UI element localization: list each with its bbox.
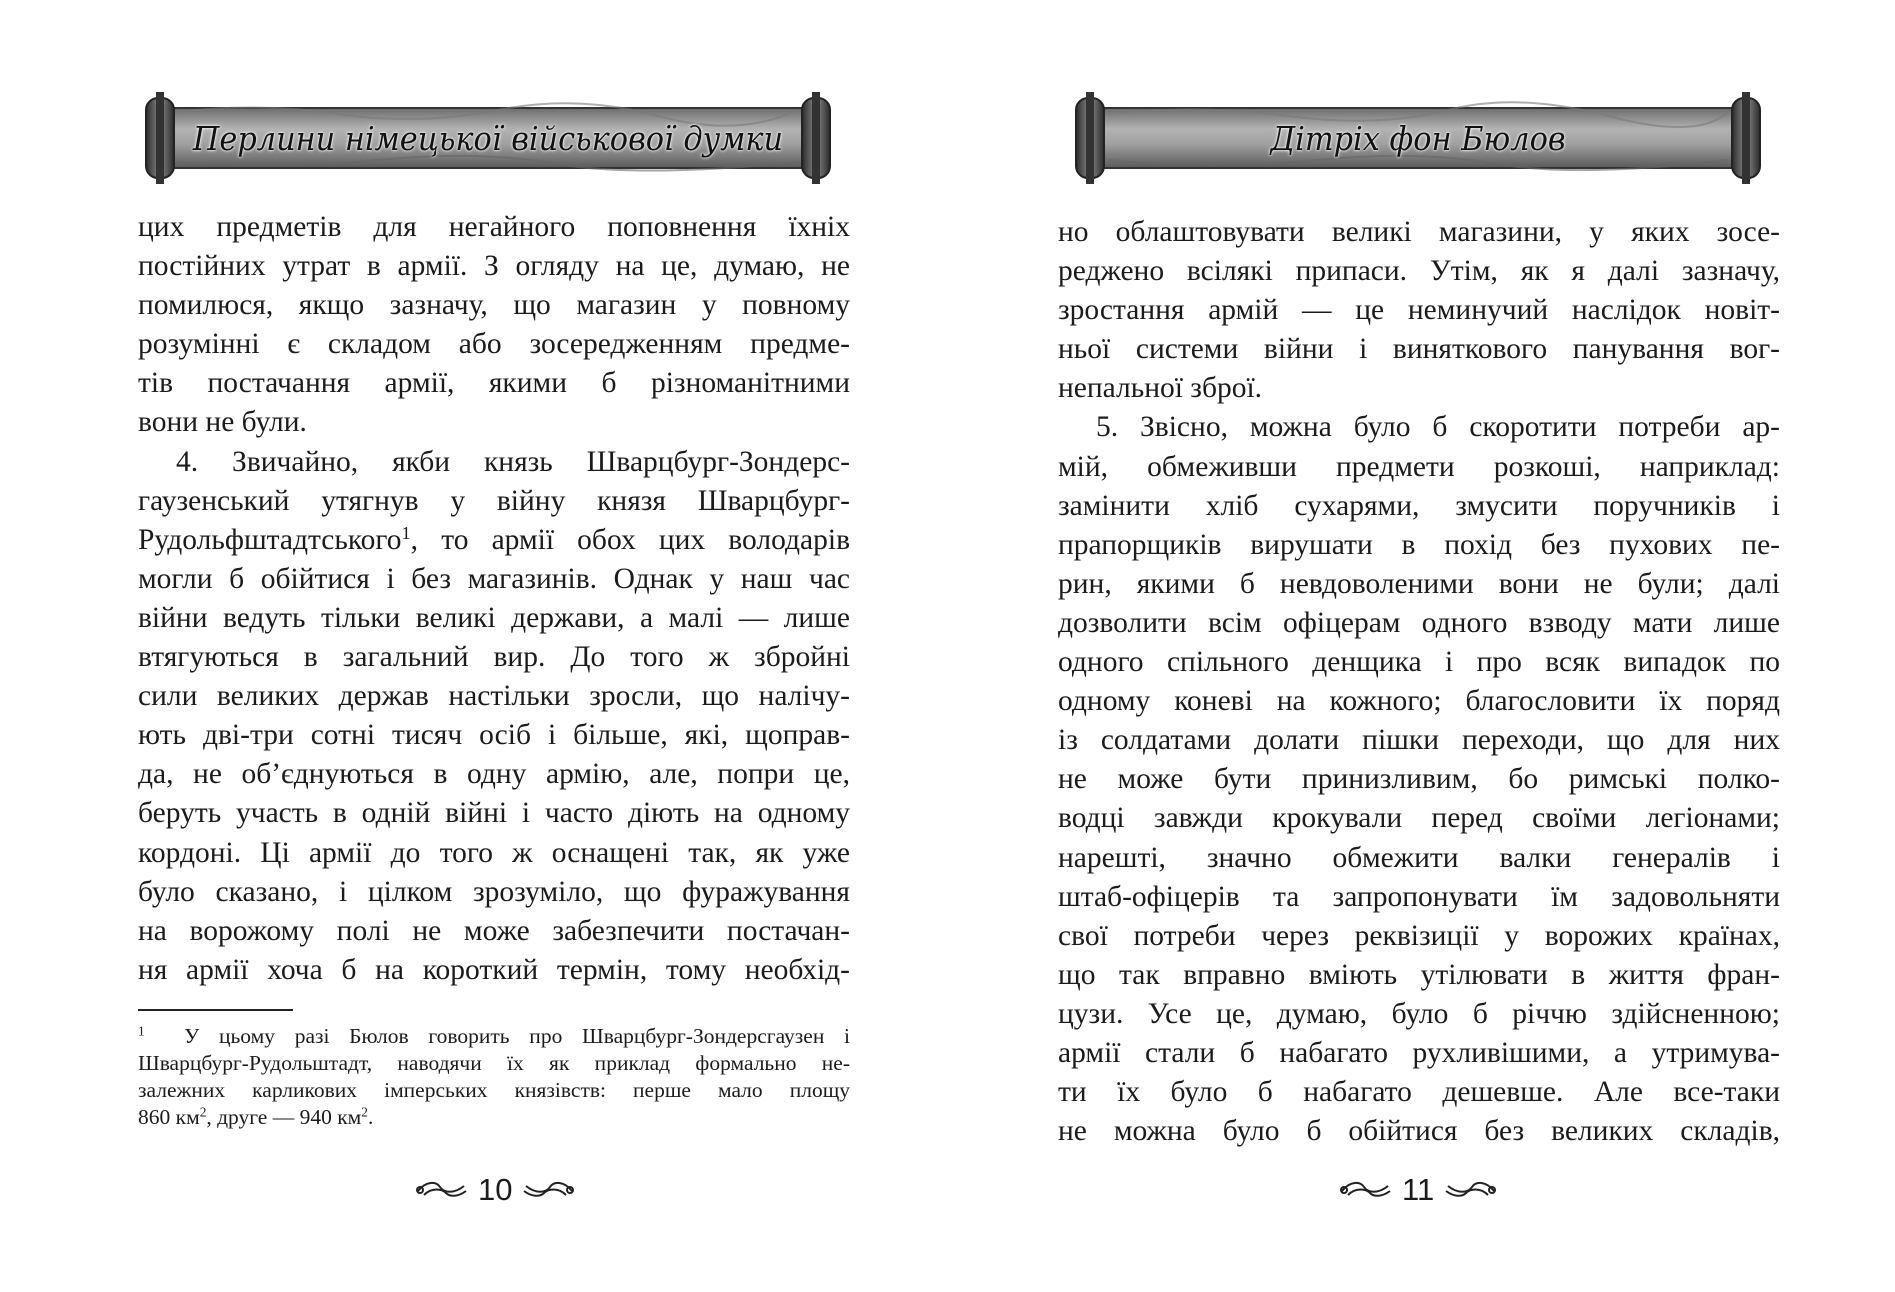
footnote-line: залежних карликових імперських князівств: перше мало площу xyxy=(138,1078,850,1102)
footnote-divider xyxy=(138,1009,293,1011)
page-number xyxy=(1338,1168,1498,1212)
superscript: 2 xyxy=(199,1104,207,1120)
text-line-with-footnote xyxy=(138,521,850,560)
text-line: війни ведуть тільки великі держави, а малі — лише xyxy=(138,601,850,634)
text-line: дозволити всім офіцерам одного взводу мати лише xyxy=(1058,606,1780,639)
text-line: штаб-офіцерів та запропонувати їм задовольняти xyxy=(1058,880,1780,913)
text-line: ти їх було б набагато дешевше. Але все-таки xyxy=(1058,1076,1780,1109)
left-header-banner xyxy=(138,92,838,184)
text-line: водці завжди крокували перед своїми легіонами; xyxy=(1058,802,1780,835)
text-line: рин, якими б невдоволеними вони не були; далі xyxy=(1058,567,1780,600)
footnote-text: . xyxy=(367,1105,374,1129)
text-line: на ворожому полі не може забезпечити постачан- xyxy=(138,914,850,947)
flourish-right-icon xyxy=(522,1178,576,1202)
footnote-reference: 1 xyxy=(401,522,411,543)
line-fragment: , то армії обох цих володарів xyxy=(410,523,850,556)
footnote-line xyxy=(138,1104,850,1131)
text-line: цих предметів для негайного поповнення їхніх xyxy=(138,211,850,243)
text-line: ють дві-три сотні тисяч осіб і більше, які, щоправ- xyxy=(138,719,850,752)
page-number xyxy=(414,1168,576,1212)
text-line: зростання армій — це неминучий наслідок новіт- xyxy=(1058,294,1780,327)
text-line: із солдатами долати пішки переходи, що для них xyxy=(1058,724,1780,757)
footnote-line: Шварцбург-Рудольштадт, наводячи їх як приклад формально не- xyxy=(138,1051,850,1075)
text-line: армії стали б набагато рухливішими, а утримува- xyxy=(1058,1036,1780,1069)
footnote xyxy=(138,1023,850,1131)
superscript: 2 xyxy=(361,1104,368,1120)
text-line: втягуються в загальний вир. До того ж збройні xyxy=(138,641,850,674)
flourish-right-icon xyxy=(1444,1178,1498,1202)
text-line: помилюся, якщо зазначу, що магазин у повному xyxy=(138,289,850,322)
text-line: свої потреби через реквізиції у ворожих країнах, xyxy=(1058,919,1780,952)
text-line: замінити хліб сухарями, змусити поручників і xyxy=(1058,489,1780,522)
left-body-text xyxy=(138,208,850,990)
text-line: одного спільного денщика і про всяк випадок по xyxy=(1058,646,1780,679)
right-header-banner xyxy=(1068,92,1768,184)
flourish-left-icon xyxy=(414,1178,468,1202)
line-fragment: Рудольфштадтського xyxy=(138,523,402,556)
text-line: кордоні. Ці армії до того ж оснащені так, як уже xyxy=(138,836,850,869)
text-line: було сказано, і цілком зрозуміло, що фуражування xyxy=(138,875,850,908)
footnote-text: 860 км xyxy=(138,1105,200,1129)
flourish-left-icon xyxy=(1338,1178,1392,1202)
text-line: сили великих держав настільки зросли, що налічу- xyxy=(138,680,850,713)
text-line: могли б обійтися і без магазинів. Однак у наш час xyxy=(138,562,850,595)
text-line: реджено всілякі припаси. Утім, як я далі зазначу, xyxy=(1058,255,1780,288)
text-line: прапорщиків вирушати в похід без пухових пе- xyxy=(1058,528,1780,561)
text-line: да, не об’єднуються в одну армію, але, попри це, xyxy=(138,758,850,791)
footnote-line xyxy=(138,1023,850,1050)
page-number-value: 10 xyxy=(478,1172,513,1207)
right-page xyxy=(948,0,1895,1292)
text-line: ньої системи війни і виняткового панування вог- xyxy=(1058,333,1780,366)
page-number-value: 11 xyxy=(1402,1172,1435,1207)
text-line: мій, обмеживши предмети розкоші, наприклад: xyxy=(1058,450,1780,483)
text-line: цузи. Усе це, думаю, було б річчю здійсненною; xyxy=(1058,997,1780,1030)
footnote-text: У цьому разі Бюлов говорить про Шварцбург-Зондерсгаузен і xyxy=(184,1024,850,1048)
text-line: розумінні є складом або зосередженням предме- xyxy=(138,328,850,361)
text-line: тів постачання армії, якими б різноманітними xyxy=(138,367,850,400)
running-header-title: Дітріх фон Бюлов xyxy=(1270,118,1566,158)
text-line: вони не були. xyxy=(138,406,307,439)
right-body-text xyxy=(1058,213,1780,1151)
text-line: постійних утрат в армії. З огляду на це, думаю, не xyxy=(138,250,850,283)
text-line: що так вправно вміють утілювати в життя фран- xyxy=(1058,958,1780,991)
text-line: ня армії хоча б на короткий термін, тому необхід- xyxy=(138,953,850,986)
text-line: одному коневі на кожного; благословити їх поряд xyxy=(1058,685,1780,718)
footnote-text: , друге — 940 км xyxy=(206,1105,362,1129)
running-header-title: Перлини німецької військової думки xyxy=(192,118,784,158)
text-line: непальної зброї. xyxy=(1058,372,1263,405)
text-line: нарешті, значно обмежити валки генералів і xyxy=(1058,841,1780,874)
text-line: 4. Звичайно, якби князь Шварцбург-Зондерс- xyxy=(176,445,850,478)
footnote-marker: 1 xyxy=(138,1023,145,1039)
text-line: беруть участь в одній війні і часто діють на одному xyxy=(138,797,850,830)
text-line: 5. Звісно, можна було б скоротити потреби ар- xyxy=(1096,411,1780,444)
text-line: не може бути принизливим, бо римські полко- xyxy=(1058,763,1780,796)
text-line: гаузенський утягнув у війну князя Шварцбург- xyxy=(138,484,850,517)
text-line: не можна було б обійтися без великих складів, xyxy=(1058,1115,1780,1148)
text-line: но облаштовувати великі магазини, у яких зосе- xyxy=(1058,216,1780,248)
